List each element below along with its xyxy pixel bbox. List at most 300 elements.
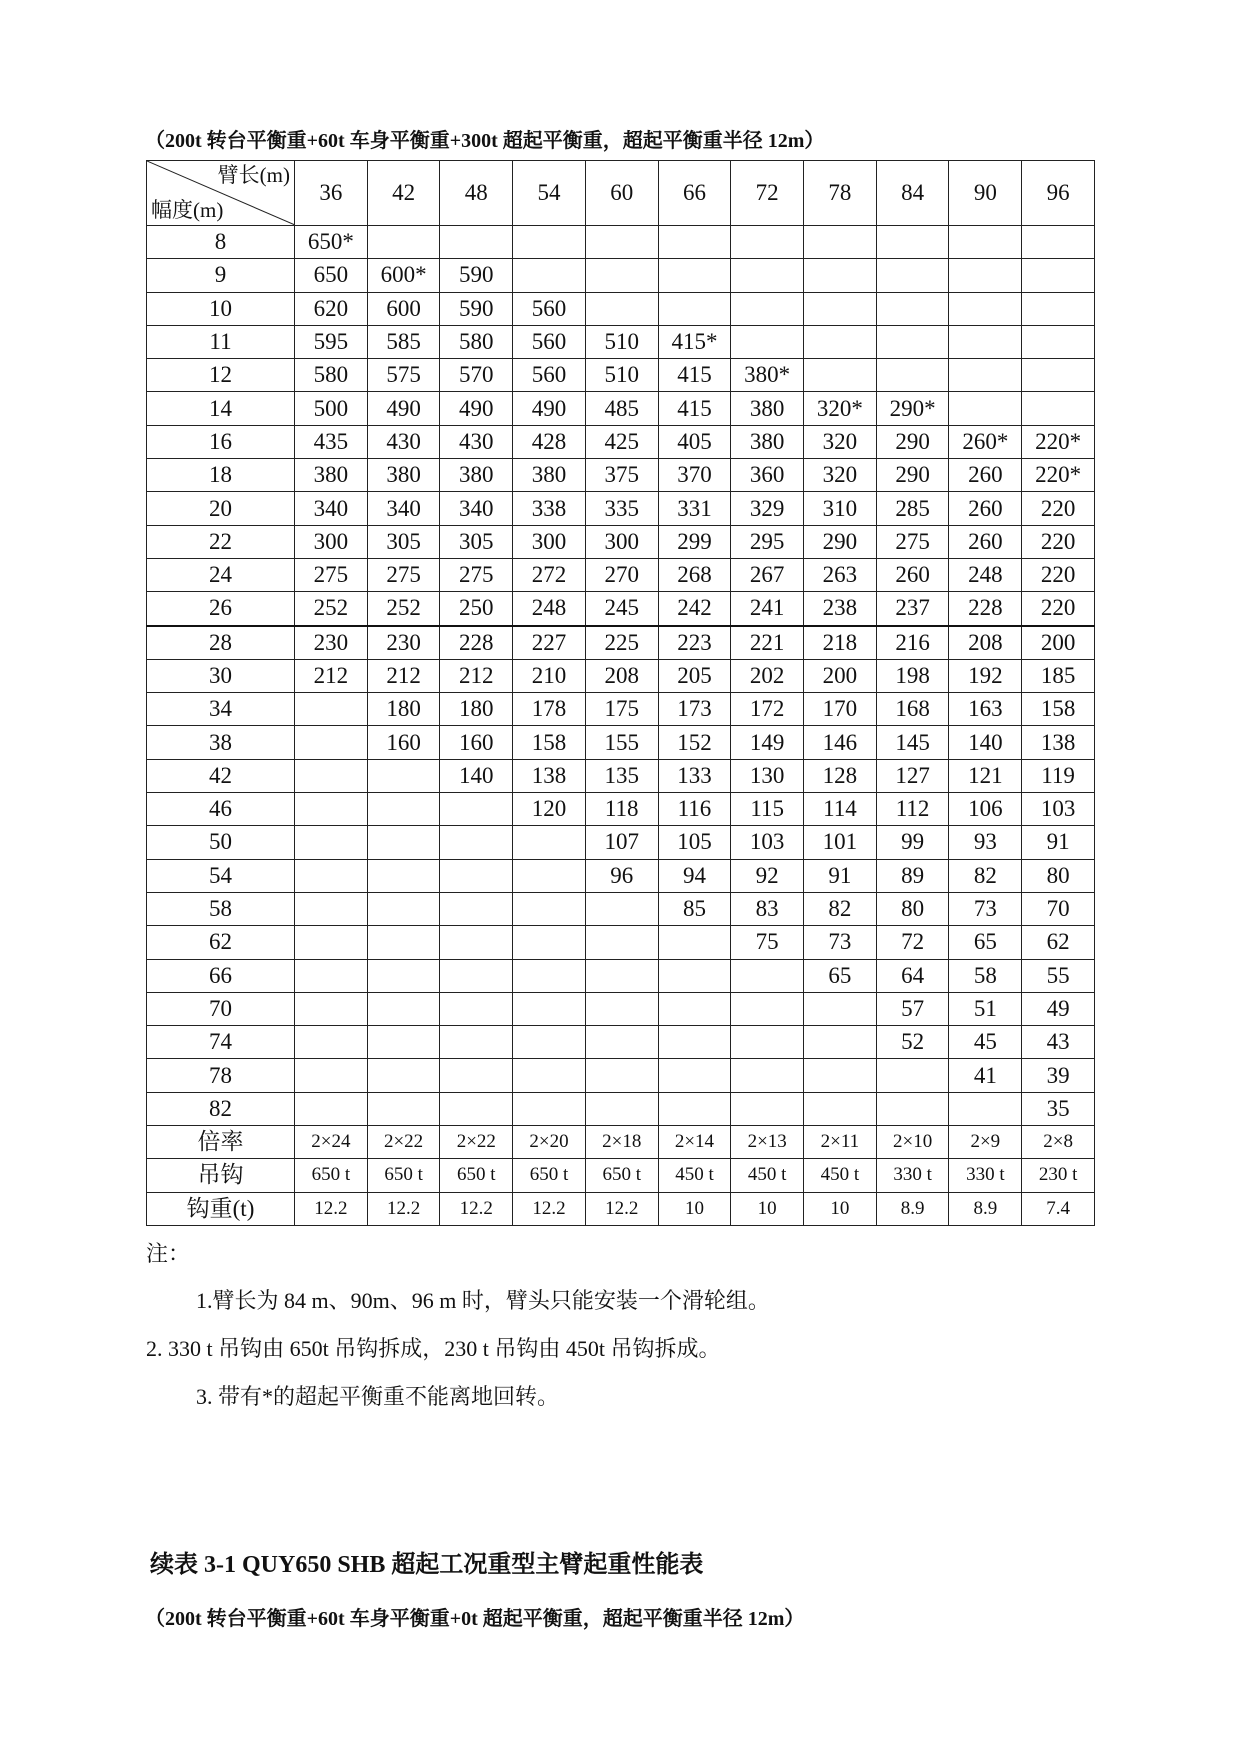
- capacity-cell: 380: [367, 459, 440, 492]
- footer-row: [147, 1192, 1095, 1225]
- capacity-cell: 415: [658, 359, 731, 392]
- capacity-cell: 380: [731, 425, 804, 458]
- capacity-cell: [295, 693, 368, 726]
- capacity-cell: 620: [295, 292, 368, 325]
- table-row: [147, 859, 1095, 892]
- table-row: [147, 392, 1095, 425]
- capacity-cell: 228: [949, 592, 1022, 626]
- table-row: [147, 826, 1095, 859]
- capacity-cell: 335: [585, 492, 658, 525]
- footer-value-cell: 10: [804, 1192, 877, 1225]
- capacity-cell: [731, 226, 804, 259]
- capacity-cell: [876, 325, 949, 358]
- capacity-cell: 275: [367, 558, 440, 591]
- capacity-cell: 290*: [876, 392, 949, 425]
- capacity-cell: 575: [367, 359, 440, 392]
- capacity-cell: 127: [876, 759, 949, 792]
- capacity-cell: [367, 1092, 440, 1125]
- footer-value-cell: 8.9: [876, 1192, 949, 1225]
- note-item: 3. 带有*的超起平衡重不能离地回转。: [196, 1384, 560, 1409]
- capacity-cell: 230: [295, 626, 368, 660]
- capacity-cell: 230: [367, 626, 440, 660]
- capacity-cell: [440, 926, 513, 959]
- footer-value-cell: 650 t: [440, 1159, 513, 1192]
- capacity-cell: [585, 992, 658, 1025]
- capacity-cell: 92: [731, 859, 804, 892]
- capacity-cell: 380: [295, 459, 368, 492]
- capacity-cell: [295, 859, 368, 892]
- capacity-cell: [876, 226, 949, 259]
- capacity-cell: [731, 1092, 804, 1125]
- capacity-cell: 430: [440, 425, 513, 458]
- capacity-cell: 270: [585, 558, 658, 591]
- table-row: [147, 959, 1095, 992]
- capacity-cell: 263: [804, 558, 877, 591]
- capacity-cell: 221: [731, 626, 804, 660]
- footer-value-cell: 230 t: [1022, 1159, 1095, 1192]
- capacity-cell: [876, 359, 949, 392]
- footer-value-cell: 7.4: [1022, 1192, 1095, 1225]
- footer-value-cell: 10: [658, 1192, 731, 1225]
- capacity-cell: 310: [804, 492, 877, 525]
- capacity-cell: 155: [585, 726, 658, 759]
- corner-header-cell: [147, 161, 295, 226]
- capacity-cell: 128: [804, 759, 877, 792]
- capacity-cell: [804, 259, 877, 292]
- footer-value-cell: 12.2: [585, 1192, 658, 1225]
- radius-cell: 12: [147, 359, 295, 392]
- capacity-cell: 205: [658, 659, 731, 692]
- capacity-cell: 85: [658, 892, 731, 925]
- table-row: [147, 892, 1095, 925]
- capacity-cell: [731, 292, 804, 325]
- capacity-cell: 295: [731, 525, 804, 558]
- capacity-cell: 212: [440, 659, 513, 692]
- capacity-cell: 91: [804, 859, 877, 892]
- capacity-cell: 99: [876, 826, 949, 859]
- footer-row: [147, 1159, 1095, 1192]
- table-row: [147, 659, 1095, 692]
- capacity-cell: [440, 859, 513, 892]
- capacity-cell: 72: [876, 926, 949, 959]
- capacity-cell: 305: [440, 525, 513, 558]
- capacity-cell: [1022, 325, 1095, 358]
- capacity-cell: [804, 226, 877, 259]
- boom-length-header-cell: 42: [367, 161, 440, 226]
- capacity-cell: [440, 959, 513, 992]
- capacity-cell: 260: [949, 459, 1022, 492]
- capacity-cell: 340: [440, 492, 513, 525]
- capacity-cell: [949, 259, 1022, 292]
- footer-value-cell: 12.2: [295, 1192, 368, 1225]
- capacity-cell: [876, 292, 949, 325]
- capacity-cell: 600: [367, 292, 440, 325]
- capacity-cell: 490: [367, 392, 440, 425]
- capacity-cell: [585, 892, 658, 925]
- capacity-cell: 435: [295, 425, 368, 458]
- capacity-cell: 107: [585, 826, 658, 859]
- capacity-cell: 252: [295, 592, 368, 626]
- capacity-cell: 428: [513, 425, 586, 458]
- capacity-cell: [513, 1059, 586, 1092]
- capacity-cell: 490: [513, 392, 586, 425]
- capacity-cell: 175: [585, 693, 658, 726]
- table-row: [147, 1059, 1095, 1092]
- capacity-cell: [731, 1059, 804, 1092]
- capacity-cell: [804, 292, 877, 325]
- table-row: [147, 226, 1095, 259]
- capacity-cell: [295, 759, 368, 792]
- section-title: 续表 3-1 QUY650 SHB 超起工况重型主臂起重性能表: [150, 1552, 704, 1578]
- capacity-cell: 64: [876, 959, 949, 992]
- capacity-cell: [804, 992, 877, 1025]
- capacity-cell: 200: [1022, 626, 1095, 660]
- table-row: [147, 425, 1095, 458]
- capacity-cell: 560: [513, 325, 586, 358]
- capacity-cell: [585, 292, 658, 325]
- capacity-cell: 600*: [367, 259, 440, 292]
- capacity-cell: 58: [949, 959, 1022, 992]
- capacity-cell: [513, 959, 586, 992]
- capacity-cell: [949, 226, 1022, 259]
- capacity-cell: [367, 892, 440, 925]
- capacity-cell: [1022, 359, 1095, 392]
- capacity-cell: 49: [1022, 992, 1095, 1025]
- capacity-cell: [295, 892, 368, 925]
- footer-value-cell: 12.2: [513, 1192, 586, 1225]
- table-subtitle-2: （200t 转台平衡重+60t 车身平衡重+0t 超起平衡重，超起平衡重半径 12m）: [145, 1608, 805, 1630]
- capacity-cell: [513, 226, 586, 259]
- capacity-cell: [513, 259, 586, 292]
- capacity-cell: 73: [804, 926, 877, 959]
- capacity-cell: [731, 259, 804, 292]
- capacity-cell: 242: [658, 592, 731, 626]
- capacity-cell: 160: [440, 726, 513, 759]
- notes-label: 注：: [146, 1241, 191, 1266]
- radius-cell: 78: [147, 1059, 295, 1092]
- capacity-cell: 83: [731, 892, 804, 925]
- boom-length-header-cell: 72: [731, 161, 804, 226]
- capacity-cell: 380: [731, 392, 804, 425]
- capacity-cell: 178: [513, 693, 586, 726]
- radius-cell: 66: [147, 959, 295, 992]
- capacity-cell: 149: [731, 726, 804, 759]
- capacity-cell: 241: [731, 592, 804, 626]
- footer-label-cell: 吊钩: [147, 1159, 295, 1192]
- capacity-cell: 133: [658, 759, 731, 792]
- footer-value-cell: 330 t: [949, 1159, 1022, 1192]
- capacity-cell: 329: [731, 492, 804, 525]
- capacity-cell: 225: [585, 626, 658, 660]
- radius-cell: 28: [147, 626, 295, 660]
- capacity-cell: 172: [731, 693, 804, 726]
- capacity-cell: 650: [295, 259, 368, 292]
- capacity-cell: [1022, 259, 1095, 292]
- capacity-cell: [1022, 392, 1095, 425]
- capacity-cell: 41: [949, 1059, 1022, 1092]
- boom-length-header-cell: 48: [440, 161, 513, 226]
- capacity-cell: 39: [1022, 1059, 1095, 1092]
- capacity-cell: 405: [658, 425, 731, 458]
- capacity-cell: 595: [295, 325, 368, 358]
- capacity-cell: 300: [295, 525, 368, 558]
- table-row: [147, 325, 1095, 358]
- capacity-cell: 220: [1022, 558, 1095, 591]
- footer-value-cell: 2×14: [658, 1126, 731, 1159]
- capacity-cell: 220: [1022, 592, 1095, 626]
- table-row: [147, 525, 1095, 558]
- note-item: 1.臂长为 84 m、90m、96 m 时，臂头只能安装一个滑轮组。: [196, 1288, 770, 1313]
- radius-cell: 38: [147, 726, 295, 759]
- capacity-cell: 370: [658, 459, 731, 492]
- capacity-cell: 227: [513, 626, 586, 660]
- capacity-cell: [367, 926, 440, 959]
- boom-length-header-cell: 84: [876, 161, 949, 226]
- capacity-cell: [295, 1092, 368, 1125]
- radius-cell: 24: [147, 558, 295, 591]
- boom-length-header-cell: 60: [585, 161, 658, 226]
- footer-value-cell: 450 t: [731, 1159, 804, 1192]
- capacity-cell: [513, 1092, 586, 1125]
- capacity-cell: 121: [949, 759, 1022, 792]
- radius-cell: 8: [147, 226, 295, 259]
- capacity-cell: [295, 926, 368, 959]
- footer-value-cell: 650 t: [513, 1159, 586, 1192]
- footer-value-cell: 2×22: [440, 1126, 513, 1159]
- capacity-cell: 73: [949, 892, 1022, 925]
- capacity-cell: 220: [1022, 525, 1095, 558]
- capacity-cell: 118: [585, 793, 658, 826]
- capacity-cell: [731, 1026, 804, 1059]
- capacity-cell: [876, 1059, 949, 1092]
- footer-value-cell: 650 t: [295, 1159, 368, 1192]
- capacity-cell: 82: [804, 892, 877, 925]
- capacity-cell: 585: [367, 325, 440, 358]
- capacity-cell: 285: [876, 492, 949, 525]
- capacity-cell: 248: [949, 558, 1022, 591]
- footer-value-cell: 2×20: [513, 1126, 586, 1159]
- capacity-cell: [658, 259, 731, 292]
- capacity-cell: [949, 325, 1022, 358]
- boom-length-header-cell: 36: [295, 161, 368, 226]
- capacity-cell: [658, 959, 731, 992]
- capacity-cell: 208: [949, 626, 1022, 660]
- footer-value-cell: 330 t: [876, 1159, 949, 1192]
- capacity-cell: 112: [876, 793, 949, 826]
- capacity-cell: [804, 359, 877, 392]
- capacity-cell: [367, 992, 440, 1025]
- capacity-cell: 210: [513, 659, 586, 692]
- capacity-cell: [731, 959, 804, 992]
- capacity-cell: [949, 292, 1022, 325]
- capacity-cell: 65: [949, 926, 1022, 959]
- capacity-cell: 70: [1022, 892, 1095, 925]
- table-row: [147, 1092, 1095, 1125]
- capacity-cell: 268: [658, 558, 731, 591]
- capacity-cell: 96: [585, 859, 658, 892]
- capacity-cell: [513, 826, 586, 859]
- capacity-cell: 320: [804, 425, 877, 458]
- capacity-cell: 290: [804, 525, 877, 558]
- boom-length-header-cell: 66: [658, 161, 731, 226]
- radius-cell: 14: [147, 392, 295, 425]
- capacity-cell: 485: [585, 392, 658, 425]
- capacity-cell: [440, 226, 513, 259]
- table-row: [147, 1026, 1095, 1059]
- capacity-cell: [440, 826, 513, 859]
- capacity-cell: 93: [949, 826, 1022, 859]
- capacity-cell: 300: [585, 525, 658, 558]
- capacity-cell: [295, 1026, 368, 1059]
- table-row: [147, 726, 1095, 759]
- boom-length-header: 臂长(m): [217, 163, 290, 187]
- capacity-cell: 200: [804, 659, 877, 692]
- radius-cell: 16: [147, 425, 295, 458]
- capacity-cell: [295, 826, 368, 859]
- capacity-cell: 198: [876, 659, 949, 692]
- capacity-cell: 120: [513, 793, 586, 826]
- footer-value-cell: 650 t: [585, 1159, 658, 1192]
- capacity-cell: 145: [876, 726, 949, 759]
- capacity-cell: [513, 926, 586, 959]
- capacity-cell: [585, 1026, 658, 1059]
- capacity-cell: 275: [440, 558, 513, 591]
- capacity-cell: 185: [1022, 659, 1095, 692]
- capacity-cell: [658, 992, 731, 1025]
- capacity-cell: [949, 359, 1022, 392]
- capacity-cell: 260: [876, 558, 949, 591]
- capacity-cell: [367, 759, 440, 792]
- capacity-cell: 300: [513, 525, 586, 558]
- capacity-cell: 35: [1022, 1092, 1095, 1125]
- capacity-cell: 237: [876, 592, 949, 626]
- capacity-cell: 220: [1022, 492, 1095, 525]
- capacity-cell: 192: [949, 659, 1022, 692]
- capacity-cell: [585, 959, 658, 992]
- radius-cell: 20: [147, 492, 295, 525]
- boom-length-header-cell: 54: [513, 161, 586, 226]
- capacity-cell: [513, 859, 586, 892]
- radius-cell: 11: [147, 325, 295, 358]
- radius-cell: 58: [147, 892, 295, 925]
- footer-value-cell: 2×13: [731, 1126, 804, 1159]
- capacity-cell: 290: [876, 459, 949, 492]
- capacity-cell: 158: [1022, 693, 1095, 726]
- capacity-cell: 130: [731, 759, 804, 792]
- capacity-cell: 140: [949, 726, 1022, 759]
- radius-cell: 62: [147, 926, 295, 959]
- capacity-cell: 320*: [804, 392, 877, 425]
- table-row: [147, 292, 1095, 325]
- capacity-cell: 116: [658, 793, 731, 826]
- capacity-cell: 560: [513, 359, 586, 392]
- capacity-cell: [367, 959, 440, 992]
- capacity-cell: 260: [949, 492, 1022, 525]
- capacity-cell: 168: [876, 693, 949, 726]
- footer-value-cell: 650 t: [367, 1159, 440, 1192]
- capacity-cell: [658, 1026, 731, 1059]
- capacity-cell: 115: [731, 793, 804, 826]
- capacity-cell: 163: [949, 693, 1022, 726]
- capacity-cell: 52: [876, 1026, 949, 1059]
- capacity-cell: [295, 992, 368, 1025]
- capacity-cell: 218: [804, 626, 877, 660]
- capacity-cell: 340: [295, 492, 368, 525]
- capacity-cell: 138: [513, 759, 586, 792]
- footer-value-cell: 2×24: [295, 1126, 368, 1159]
- capacity-cell: [876, 259, 949, 292]
- capacity-cell: 425: [585, 425, 658, 458]
- capacity-cell: [440, 992, 513, 1025]
- capacity-cell: 500: [295, 392, 368, 425]
- capacity-cell: [731, 325, 804, 358]
- capacity-cell: 267: [731, 558, 804, 591]
- radius-cell: 10: [147, 292, 295, 325]
- radius-cell: 46: [147, 793, 295, 826]
- capacity-cell: [1022, 226, 1095, 259]
- capacity-cell: [585, 926, 658, 959]
- capacity-cell: 173: [658, 693, 731, 726]
- capacity-cell: 228: [440, 626, 513, 660]
- radius-cell: 18: [147, 459, 295, 492]
- capacity-cell: [949, 1092, 1022, 1125]
- footer-value-cell: 450 t: [658, 1159, 731, 1192]
- footer-value-cell: 2×9: [949, 1126, 1022, 1159]
- table-row: [147, 793, 1095, 826]
- footer-value-cell: 10: [731, 1192, 804, 1225]
- capacity-cell: 415: [658, 392, 731, 425]
- capacity-cell: [804, 325, 877, 358]
- capacity-cell: 160: [367, 726, 440, 759]
- capacity-cell: 260*: [949, 425, 1022, 458]
- capacity-cell: 331: [658, 492, 731, 525]
- capacity-cell: 510: [585, 359, 658, 392]
- capacity-cell: 57: [876, 992, 949, 1025]
- capacity-cell: 380: [440, 459, 513, 492]
- radius-cell: 34: [147, 693, 295, 726]
- footer-value-cell: 8.9: [949, 1192, 1022, 1225]
- capacity-cell: [876, 1092, 949, 1125]
- capacity-cell: 220*: [1022, 459, 1095, 492]
- capacity-cell: 275: [876, 525, 949, 558]
- capacity-cell: [440, 892, 513, 925]
- capacity-cell: 299: [658, 525, 731, 558]
- footer-value-cell: 2×10: [876, 1126, 949, 1159]
- table-row: [147, 492, 1095, 525]
- capacity-cell: 208: [585, 659, 658, 692]
- capacity-cell: 55: [1022, 959, 1095, 992]
- table-subtitle: （200t 转台平衡重+60t 车身平衡重+300t 超起平衡重，超起平衡重半径 12m）: [145, 130, 825, 152]
- capacity-cell: [513, 1026, 586, 1059]
- footer-value-cell: 2×11: [804, 1126, 877, 1159]
- footer-row: [147, 1126, 1095, 1159]
- footer-value-cell: 12.2: [367, 1192, 440, 1225]
- capacity-cell: [367, 1026, 440, 1059]
- radius-cell: 42: [147, 759, 295, 792]
- capacity-cell: 580: [440, 325, 513, 358]
- capacity-cell: 320: [804, 459, 877, 492]
- table-row: [147, 558, 1095, 591]
- radius-header: 幅度(m): [151, 198, 224, 222]
- capacity-cell: [585, 259, 658, 292]
- capacity-cell: 305: [367, 525, 440, 558]
- capacity-cell: 65: [804, 959, 877, 992]
- radius-cell: 22: [147, 525, 295, 558]
- capacity-cell: 290: [876, 425, 949, 458]
- capacity-cell: 490: [440, 392, 513, 425]
- capacity-cell: 75: [731, 926, 804, 959]
- capacity-cell: 158: [513, 726, 586, 759]
